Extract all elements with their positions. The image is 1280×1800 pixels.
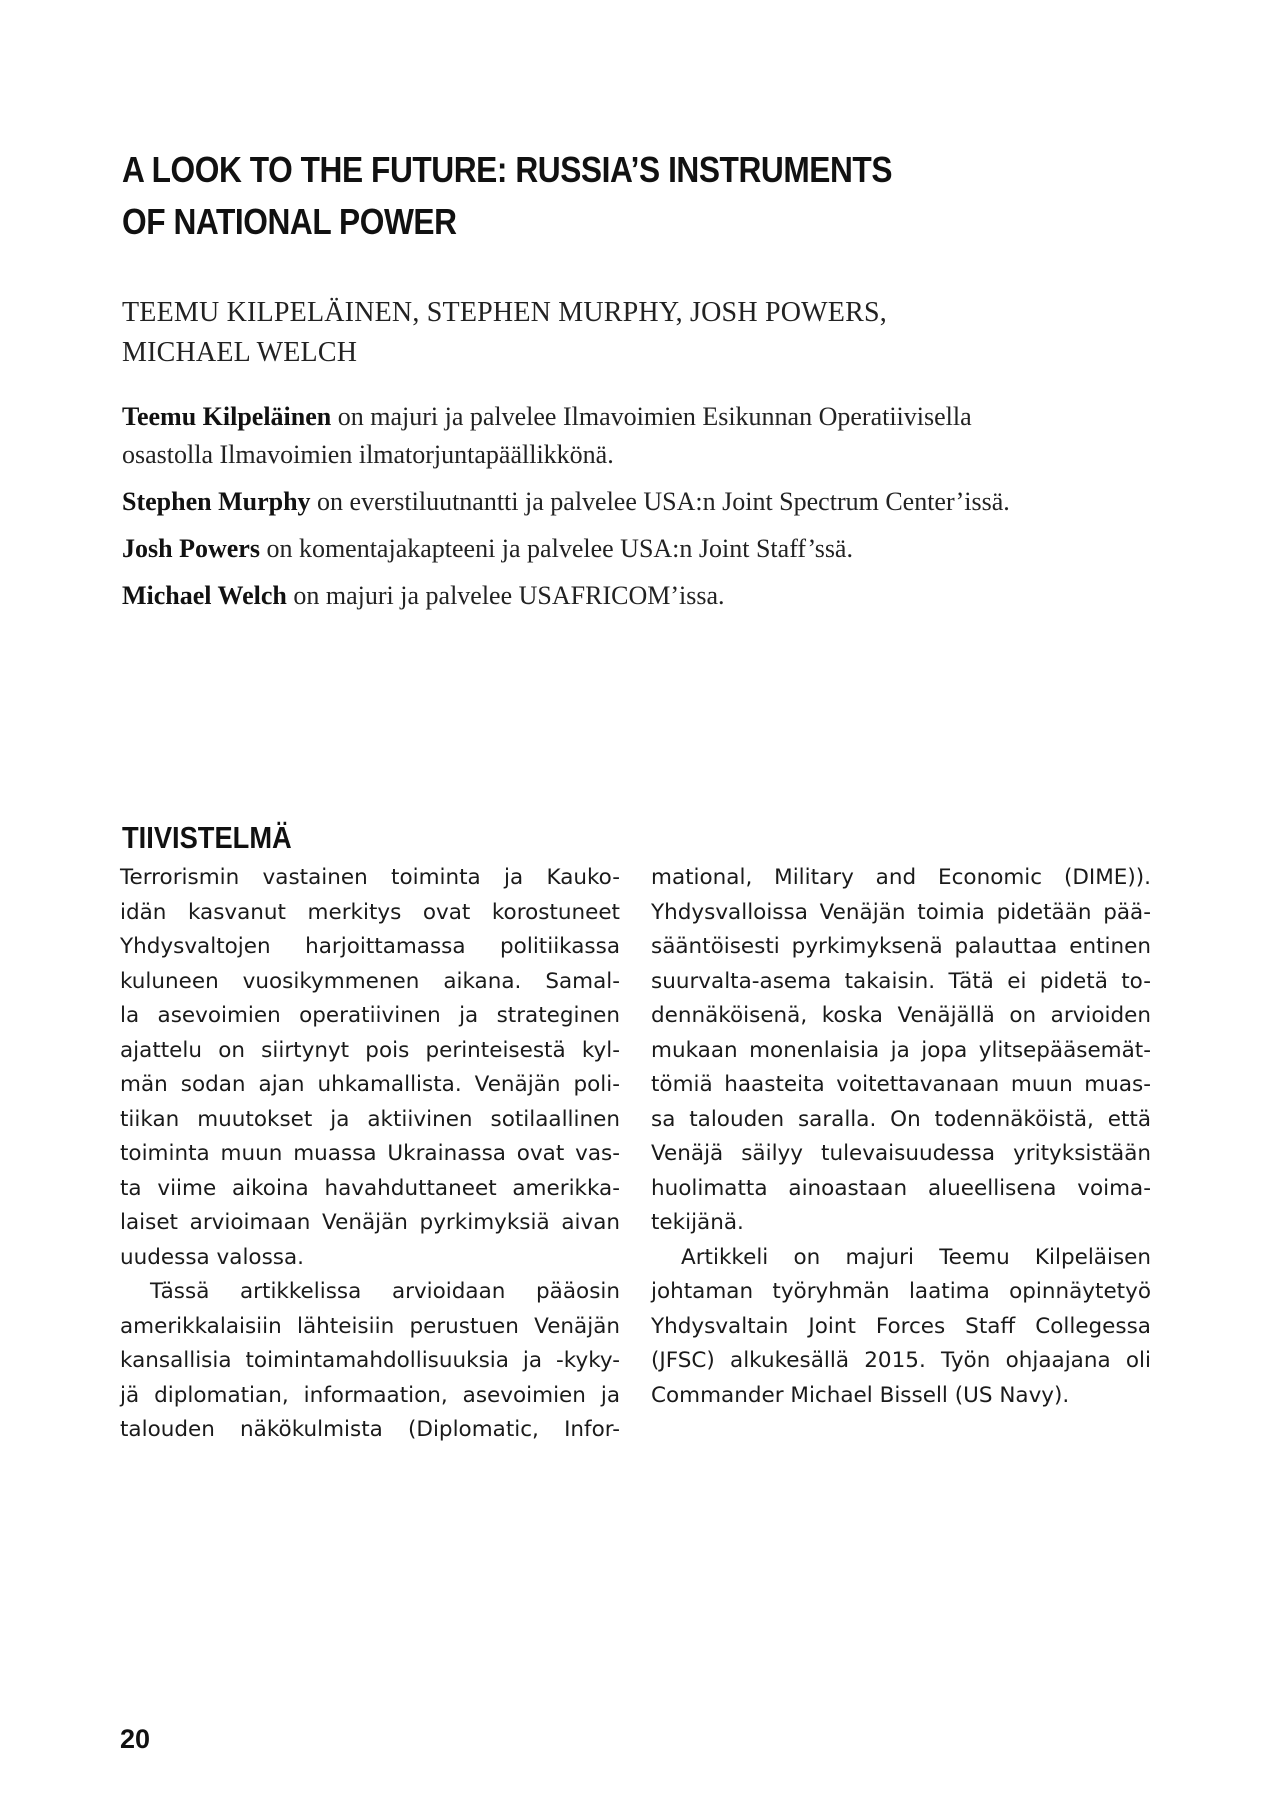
text-line: Yhdysvaltojen harjoittamassa politiikassa (120, 934, 620, 959)
text-line: ta viime aikoina havahduttaneet amerikka- (120, 1175, 620, 1201)
text-line: (JFSC) alkukesällä 2015. Työn ohjaajana oli (651, 1348, 1151, 1373)
text-line: Commander Michael Bissell (US Navy). (651, 1382, 1070, 1408)
author-bio-text-continued: osastolla Ilmavoimien ilmatorjuntapäällikkönä. (122, 440, 614, 469)
text-line: johtaman työryhmän laatima opinnäytetyö (651, 1279, 1151, 1304)
text-line: toiminta muun muassa Ukrainassa ovat vas- (120, 1141, 620, 1166)
author-bio (122, 483, 1182, 521)
author-list-line-2: MICHAEL WELCH (122, 337, 358, 368)
author-bio-text: on komentajakapteeni ja palvelee USA:n Joint Staff’ssä. (259, 534, 853, 563)
text-line: sa talouden saralla. On todennäköistä, että (651, 1106, 1151, 1132)
text-line: tekijänä. (651, 1210, 744, 1235)
author-bio-name: Josh Powers (122, 534, 260, 563)
text-line: mukaan monenlaisia ja jopa ylitsepääsemät- (651, 1037, 1151, 1063)
article-title-line-2: OF NATIONAL POWER (122, 201, 457, 243)
author-bio (122, 577, 1182, 615)
abstract-left-column (120, 861, 620, 1448)
text-line: suurvalta-asema takaisin. Tätä ei pidetä to- (651, 968, 1151, 994)
text-line: idän kasvanut merkitys ovat korostuneet (120, 899, 620, 925)
text-line: Tässä artikkelissa arvioidaan pääosin (150, 1279, 620, 1304)
author-list-line-1: TEEMU KILPELÄINEN, STEPHEN MURPHY, JOSH POWERS, (122, 297, 887, 328)
author-bio (122, 398, 1182, 474)
text-line: jä diplomatian, informaation, asevoimien ja (120, 1382, 620, 1408)
text-line: la asevoimien operatiivinen ja strateginen (120, 1003, 620, 1028)
text-line: laiset arvioimaan Venäjän pyrkimyksiä aivan (120, 1210, 620, 1235)
text-line: tiikan muutokset ja aktiivinen sotilaallinen (120, 1106, 620, 1132)
author-bios (122, 398, 1182, 624)
text-line: män sodan ajan uhkamallista. Venäjän poli- (120, 1072, 620, 1097)
text-line: uudessa valossa. (120, 1244, 304, 1270)
text-line: kuluneen vuosikymmenen aikana. Samal- (120, 968, 620, 994)
abstract-heading: TIIVISTELMÄ (122, 819, 292, 855)
text-line: talouden näkökulmista (Diplomatic, Infor- (120, 1417, 620, 1442)
text-line: Yhdysvaltain Joint Forces Staff Collegessa (651, 1313, 1151, 1339)
article-title (122, 144, 1002, 248)
author-bio (122, 530, 1182, 568)
text-line: Yhdysvalloissa Venäjän toimia pidetään pää- (651, 899, 1151, 925)
text-line: sääntöisesti pyrkimyksenä palauttaa entinen (651, 934, 1151, 959)
author-list (122, 293, 887, 373)
text-line: amerikkalaisiin lähteisiin perustuen Venäjän (120, 1313, 620, 1339)
text-line: tömiä haasteita voitettavanaan muun muas- (651, 1072, 1151, 1097)
text-line: dennäköisenä, koska Venäjällä on arvioiden (651, 1003, 1151, 1028)
article-title-line-1: A LOOK TO THE FUTURE: RUSSIA’S INSTRUMENTS (122, 149, 893, 191)
text-line: Artikkeli on majuri Teemu Kilpeläisen (681, 1244, 1151, 1270)
author-bio-name: Stephen Murphy (122, 487, 311, 516)
author-bio-text: on everstiluutnantti ja palvelee USA:n Joint Spectrum Center’issä. (310, 487, 1010, 516)
text-line: ajattelu on siirtynyt pois perinteisestä kyl- (120, 1037, 620, 1063)
text-line: Terrorismin vastainen toiminta ja Kauko- (120, 865, 620, 890)
text-line: Venäjä säilyy tulevaisuudessa yrityksistään (651, 1141, 1151, 1166)
author-bio-name: Teemu Kilpeläinen (122, 402, 332, 431)
author-bio-text: on majuri ja palvelee USAFRICOM’issa. (286, 581, 725, 610)
abstract-right-column (651, 861, 1151, 1413)
text-line: huolimatta ainoastaan alueellisena voima- (651, 1175, 1151, 1201)
text-line: kansallisia toimintamahdollisuuksia ja -kyky- (120, 1348, 620, 1373)
page-number: 20 (120, 1724, 151, 1754)
text-line: mational, Military and Economic (DIME)). (651, 865, 1151, 890)
author-bio-name: Michael Welch (122, 581, 287, 610)
author-bio-text: on majuri ja palvelee Ilmavoimien Esikunnan Operatiivisella (331, 402, 972, 431)
